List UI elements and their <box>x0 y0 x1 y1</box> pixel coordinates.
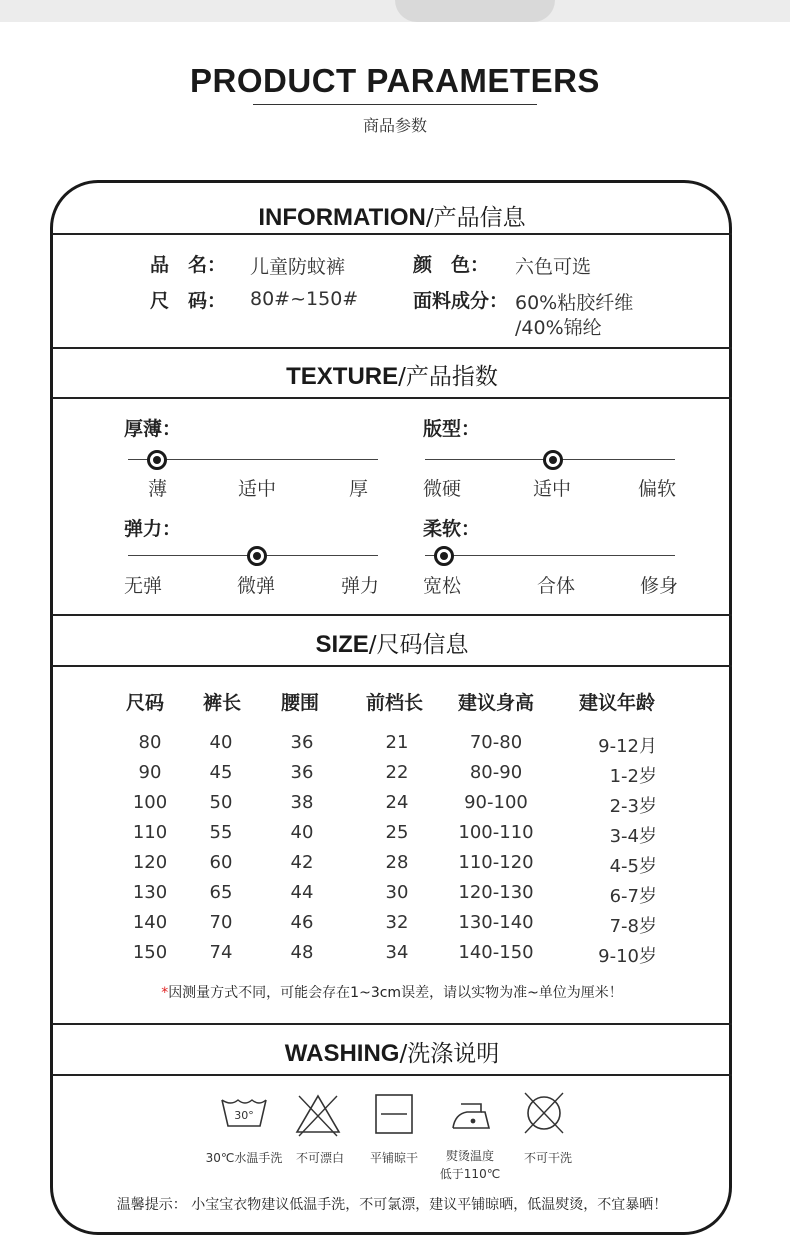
softness-label: 柔软： <box>423 518 481 540</box>
divider <box>52 1023 732 1025</box>
fabric-label: 面料成分： <box>413 290 509 312</box>
fit-tick-medium: 适中 <box>533 478 572 500</box>
table-cell: 2-3岁 <box>609 796 657 817</box>
name-label: 品 名： <box>150 254 227 276</box>
wash-caption: 30℃水温手洗 <box>205 1151 283 1165</box>
table-cell: 80 <box>138 732 162 753</box>
texture-section-title: TEXTURE/产品指数 <box>286 363 498 390</box>
iron-caption: 熨烫温度 <box>445 1149 494 1163</box>
table-cell: 9-10岁 <box>598 946 657 967</box>
title-underline <box>253 104 537 105</box>
softness-indicator <box>434 546 454 566</box>
size-table-header: 建议身高 <box>458 692 535 714</box>
table-cell: 36 <box>290 762 314 783</box>
hand-wash-30-icon <box>219 1092 269 1138</box>
table-cell: 25 <box>385 822 409 843</box>
table-cell: 55 <box>209 822 233 843</box>
table-cell: 45 <box>209 762 233 783</box>
softness-tick-regular: 合体 <box>537 575 576 597</box>
divider <box>52 233 732 235</box>
table-cell: 74 <box>209 942 233 963</box>
dry-flat-icon <box>369 1092 419 1138</box>
table-cell: 32 <box>385 912 409 933</box>
elasticity-label: 弹力： <box>124 518 182 540</box>
size-label: 尺 码： <box>150 290 227 312</box>
color-label: 颜 色： <box>413 254 490 276</box>
table-cell: 4-5岁 <box>609 856 657 877</box>
bleach-caption: 不可漂白 <box>295 1151 344 1165</box>
color-value: 六色可选 <box>515 256 592 278</box>
table-cell: 110-120 <box>458 852 534 873</box>
fit-indicator <box>543 450 563 470</box>
thickness-label: 厚薄： <box>124 418 182 440</box>
table-cell: 6-7岁 <box>609 886 657 907</box>
table-cell: 140 <box>132 912 168 933</box>
page-subtitle: 商品参数 <box>362 116 427 135</box>
thickness-tick-thin: 薄 <box>148 478 168 500</box>
table-cell: 100-110 <box>458 822 534 843</box>
divider <box>52 397 732 399</box>
size-value: 80#~150# <box>250 288 359 310</box>
table-cell: 42 <box>290 852 314 873</box>
iron-caption-temp: 低于110℃ <box>439 1167 501 1181</box>
softness-tick-loose: 宽松 <box>423 575 462 597</box>
table-cell: 21 <box>385 732 409 753</box>
table-cell: 34 <box>385 942 409 963</box>
divider <box>52 614 732 616</box>
table-cell: 90 <box>138 762 162 783</box>
dry-clean-caption: 不可干洗 <box>523 1151 572 1165</box>
table-cell: 130-140 <box>458 912 534 933</box>
table-cell: 3-4岁 <box>609 826 657 847</box>
thickness-tick-medium: 适中 <box>238 478 277 500</box>
thickness-indicator <box>147 450 167 470</box>
table-cell: 38 <box>290 792 314 813</box>
table-cell: 70 <box>209 912 233 933</box>
table-cell: 110 <box>132 822 168 843</box>
svg-text:30°: 30° <box>234 1109 254 1122</box>
divider <box>52 665 732 667</box>
fabric-value-1: 60%粘胶纤维 <box>515 292 634 314</box>
table-cell: 48 <box>290 942 314 963</box>
table-cell: 90-100 <box>464 792 528 813</box>
divider <box>52 1074 732 1076</box>
table-cell: 150 <box>132 942 168 963</box>
table-cell: 70-80 <box>469 732 523 753</box>
divider <box>52 347 732 349</box>
table-cell: 9-12月 <box>598 736 657 757</box>
table-cell: 50 <box>209 792 233 813</box>
elasticity-tick-slight: 微弹 <box>237 575 276 597</box>
no-bleach-icon <box>293 1092 343 1138</box>
table-cell: 120-130 <box>458 882 534 903</box>
table-cell: 1-2岁 <box>609 766 657 787</box>
information-section-title: INFORMATION/产品信息 <box>258 204 526 231</box>
table-cell: 100 <box>132 792 168 813</box>
table-cell: 46 <box>290 912 314 933</box>
elasticity-tick-stretch: 弹力 <box>341 575 380 597</box>
fit-tick-firm: 微硬 <box>423 478 462 500</box>
table-cell: 65 <box>209 882 233 903</box>
table-cell: 80-90 <box>469 762 523 783</box>
table-cell: 60 <box>209 852 233 873</box>
fit-tick-soft: 偏软 <box>638 478 677 500</box>
iron-low-icon <box>445 1092 495 1138</box>
softness-tick-slim: 修身 <box>640 575 679 597</box>
no-dry-clean-icon <box>519 1090 569 1136</box>
elasticity-indicator <box>247 546 267 566</box>
table-cell: 140-150 <box>458 942 534 963</box>
dry-caption: 平铺晾干 <box>369 1151 418 1165</box>
name-value: 儿童防蚊裤 <box>250 256 346 278</box>
size-table-header: 腰围 <box>281 692 320 714</box>
fit-label: 版型： <box>423 418 481 440</box>
table-cell: 40 <box>209 732 233 753</box>
table-cell: 30 <box>385 882 409 903</box>
washing-section-title: WASHING/洗涤说明 <box>284 1040 500 1067</box>
size-table-header: 尺码 <box>126 692 165 714</box>
size-table-header: 裤长 <box>203 692 242 714</box>
top-banner-strip <box>0 0 790 22</box>
fabric-value-2: /40%锦纶 <box>515 317 602 339</box>
care-tip: 温馨提示： 小宝宝衣物建议低温手洗，不可氯漂，建议平铺晾晒，低温熨烫，不宜暴晒！ <box>116 1197 668 1213</box>
thickness-tick-thick: 厚 <box>349 478 369 500</box>
size-section-title: SIZE/尺码信息 <box>315 631 469 658</box>
table-cell: 28 <box>385 852 409 873</box>
table-cell: 130 <box>132 882 168 903</box>
table-cell: 44 <box>290 882 314 903</box>
table-cell: 120 <box>132 852 168 873</box>
table-cell: 22 <box>385 762 409 783</box>
elasticity-tick-none: 无弹 <box>124 575 163 597</box>
table-cell: 40 <box>290 822 314 843</box>
size-table-header: 建议年龄 <box>579 692 656 714</box>
measurement-note: *因测量方式不同，可能会存在1~3cm误差，请以实物为准~单位为厘米！ <box>161 985 623 1001</box>
page-title: PRODUCT PARAMETERS <box>190 62 600 99</box>
table-cell: 7-8岁 <box>609 916 657 937</box>
softness-scale-line <box>425 555 675 556</box>
size-table-header: 前档长 <box>366 692 424 714</box>
table-cell: 36 <box>290 732 314 753</box>
table-cell: 24 <box>385 792 409 813</box>
